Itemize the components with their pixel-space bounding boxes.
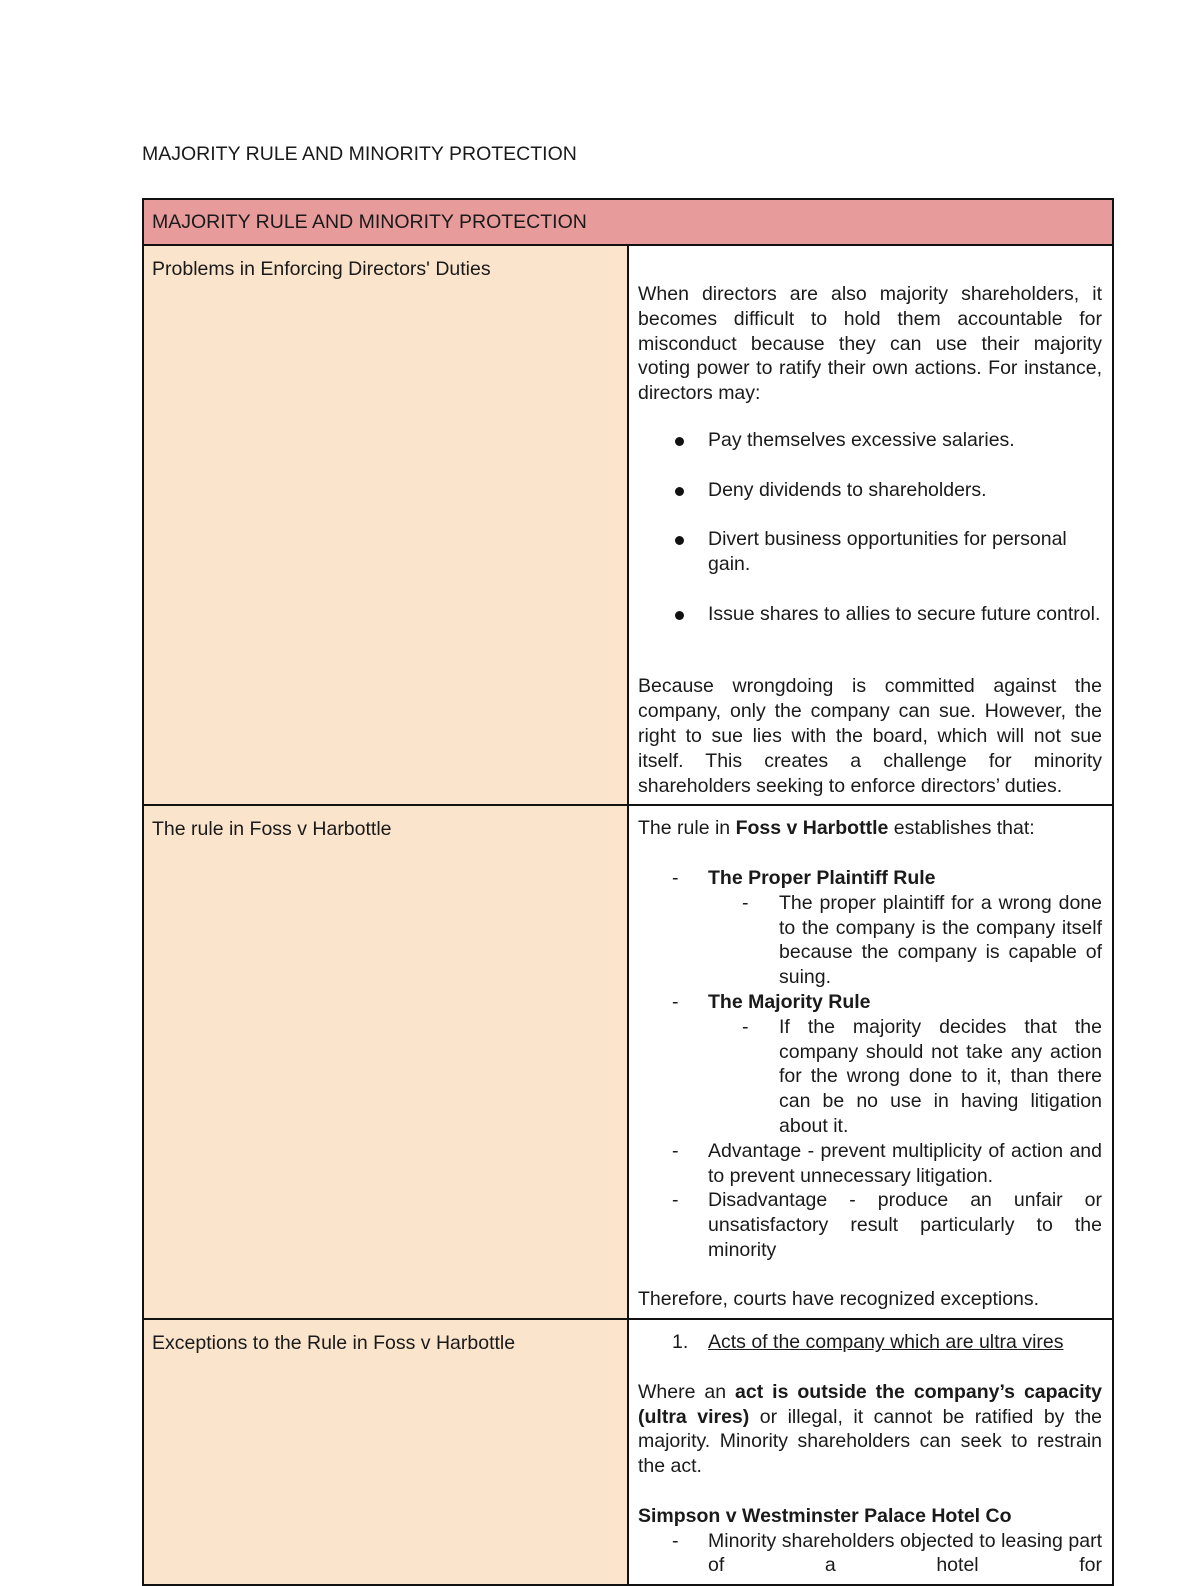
foss-intro-end: establishes that: [888,817,1035,840]
table-header-title: MAJORITY RULE AND MINORITY PROTECTION [152,210,587,233]
problems-bullet-list [638,428,1102,626]
list-item [638,990,1102,1139]
table-header-row [143,199,1113,245]
list-item [638,1330,1102,1355]
list-item [638,428,1102,453]
exception-title: Acts of the company which are ultra vires [708,1331,1064,1354]
problems-intro: When directors are also majority shareholders, it becomes difficult to hold them accountable for misconduct because they can use their majority voting power to ratify their own actions. For instance, directors may: [638,283,1102,405]
case-dash-list [638,1529,1102,1579]
list-item [638,527,1102,577]
bullet-icon [675,611,684,620]
row-content-cell [628,1319,1113,1585]
proper-plaintiff-sublist [708,891,1102,990]
foss-dash-list [638,866,1102,1263]
list-item [638,1015,1102,1139]
bullet-icon [675,437,684,446]
exception-para-end: or illegal, it cannot be ratified by the majority. Minority shareholders can seek to restrain the act. [638,1405,1103,1478]
bullet-text: Pay themselves excessive salaries. [708,428,1015,451]
advantage-text: Advantage - prevent multiplicity of action and to prevent unnecessary litigation. [708,1139,1102,1187]
problems-closing: Because wrongdoing is committed against the company, only the company can sue. However, the right to sue lies with the board, which will not sue itself. This creates a challenge for minority shareholders seeking to enforce directors’ duties. [638,675,1102,797]
list-item [638,1139,1102,1189]
list-item [638,891,1102,990]
list-item [638,1529,1102,1579]
dash-marker: - [742,891,749,914]
row-content-cell [628,805,1113,1319]
case-title [638,1504,1102,1529]
dash-marker: - [672,1139,679,1162]
proper-plaintiff-text: The proper plaintiff for a wrong done to the company is the company itself because the company is capable of suing. [779,891,1102,989]
list-item [638,602,1102,627]
exception-para-bold: act is outside the company’s capacity (ultra vires) [638,1380,1102,1428]
case-point-text: Minority shareholders objected to leasing part of a hotel for [708,1529,1102,1577]
table-row-problems [143,245,1113,805]
bullet-icon [675,487,684,496]
dash-marker: - [672,866,679,889]
table-row-foss [143,805,1113,1319]
foss-intro-start: The rule in [638,817,736,840]
dash-marker: - [672,1189,679,1212]
majority-rule-title: The Majority Rule [708,990,871,1013]
dash-marker: - [672,1529,679,1552]
row-label-problems: Problems in Enforcing Directors' Duties [152,258,491,280]
exception-para-start: Where an [638,1380,736,1403]
exception-paragraph [638,1380,1102,1479]
list-item [638,478,1102,503]
foss-intro [638,816,1102,841]
majority-rule-sublist [708,1015,1102,1139]
row-label-foss: The rule in Foss v Harbottle [152,818,392,841]
foss-case-name: Foss v Harbottle [735,817,889,840]
list-number: 1. [672,1331,689,1354]
notes-table [142,198,1114,1586]
bullet-text: Deny dividends to shareholders. [708,478,987,501]
bullet-icon [675,536,684,545]
row-label-exceptions: Exceptions to the Rule in Foss v Harbottle [152,1332,516,1355]
dash-marker: - [742,1015,749,1038]
row-label-cell [143,1319,628,1585]
page-heading: MAJORITY RULE AND MINORITY PROTECTION [142,143,577,165]
dash-marker: - [672,990,679,1013]
proper-plaintiff-title: The Proper Plaintiff Rule [708,866,936,889]
foss-closing: Therefore, courts have recognized exceptions. [638,1288,1040,1311]
row-label-cell [143,245,628,805]
bullet-text: Divert business opportunities for personal gain. [708,528,1067,575]
row-label-cell [143,805,628,1319]
list-item [638,1188,1102,1262]
bullet-text: Issue shares to allies to secure future control. [708,602,1101,625]
table-row-exceptions [143,1319,1113,1585]
majority-rule-text: If the majority decides that the company should not take any action for the wrong done to it, than there can be no use in having litigation about it. [779,1015,1102,1137]
list-item [638,866,1102,990]
row-content-cell [628,245,1113,805]
disadvantage-text: Disadvantage - produce an unfair or unsatisfactory result particularly to the minority [708,1189,1102,1261]
case-name: Simpson v Westminster Palace Hotel Co [638,1504,1012,1527]
table-header-cell [143,199,1113,245]
